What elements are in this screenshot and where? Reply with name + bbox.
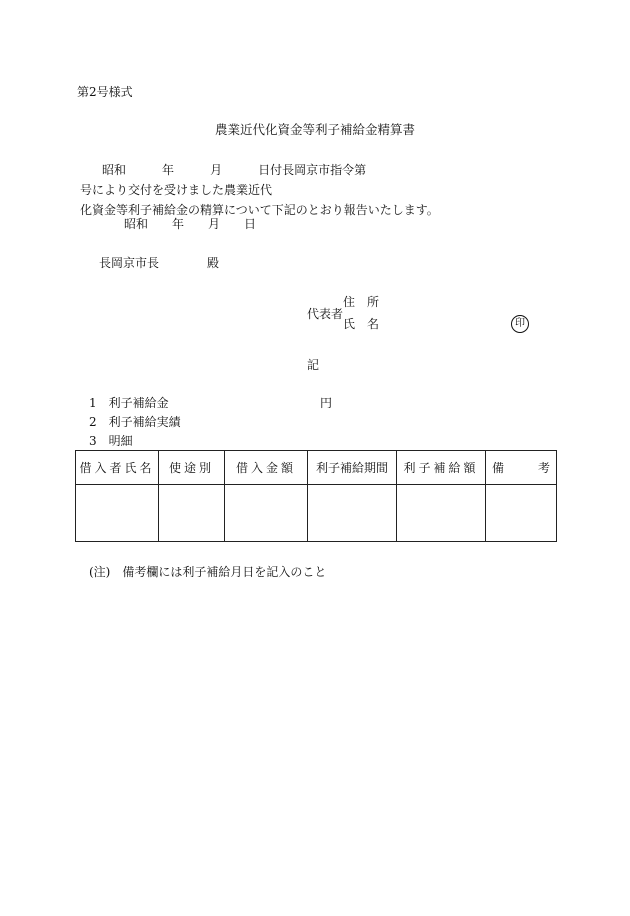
cell-remarks bbox=[486, 485, 557, 542]
cell-purpose bbox=[159, 485, 225, 542]
month-label: 月 bbox=[210, 163, 223, 177]
detail-table bbox=[75, 450, 557, 542]
body-line2: 化資金等利子補給金の精算について下記のとおり報告いたします。 bbox=[80, 203, 439, 217]
header-borrower-name: 借入者氏名 bbox=[76, 451, 159, 485]
header-loan-amount: 借入金額 bbox=[225, 451, 308, 485]
body-paragraph bbox=[80, 160, 560, 220]
footnote: (注) 備考欄には利子補給月日を記入のこと bbox=[89, 565, 327, 579]
directive-text: 日付長岡京市指令第 bbox=[258, 163, 367, 177]
table-row bbox=[76, 485, 557, 542]
cell-loan-amount bbox=[225, 485, 308, 542]
addressee: 長岡京市長 殿 bbox=[99, 256, 220, 270]
yen-unit: 円 bbox=[320, 396, 333, 410]
header-subsidy-period: 利子補給期間 bbox=[308, 451, 397, 485]
representative-label: 代表者 bbox=[307, 307, 344, 321]
seal-mark: 印 bbox=[511, 315, 529, 333]
report-date-line: 昭和 年 月 日 bbox=[124, 217, 257, 231]
table-header-row bbox=[76, 451, 557, 485]
item-subsidy-amount: 1 利子補給金 bbox=[89, 396, 169, 410]
header-subsidy-amount: 利子補給額 bbox=[397, 451, 486, 485]
form-number: 第2号様式 bbox=[77, 85, 133, 99]
item-subsidy-record: 2 利子補給実績 bbox=[89, 415, 181, 429]
era-showa: 昭和 bbox=[102, 163, 127, 177]
ki-heading: 記 bbox=[307, 358, 320, 372]
header-remarks: 備考 bbox=[486, 451, 557, 485]
cell-subsidy-amount bbox=[397, 485, 486, 542]
address-label: 住 所 bbox=[343, 295, 380, 309]
name-label: 氏 名 bbox=[343, 317, 380, 331]
cell-borrower-name bbox=[76, 485, 159, 542]
grant-text: 号により交付を受けました農業近代 bbox=[80, 183, 273, 197]
cell-subsidy-period bbox=[308, 485, 397, 542]
document-title: 農業近代化資金等利子補給金精算書 bbox=[214, 122, 415, 137]
item-details: 3 明細 bbox=[89, 434, 133, 448]
header-purpose: 使途別 bbox=[159, 451, 225, 485]
year-label: 年 bbox=[162, 163, 175, 177]
